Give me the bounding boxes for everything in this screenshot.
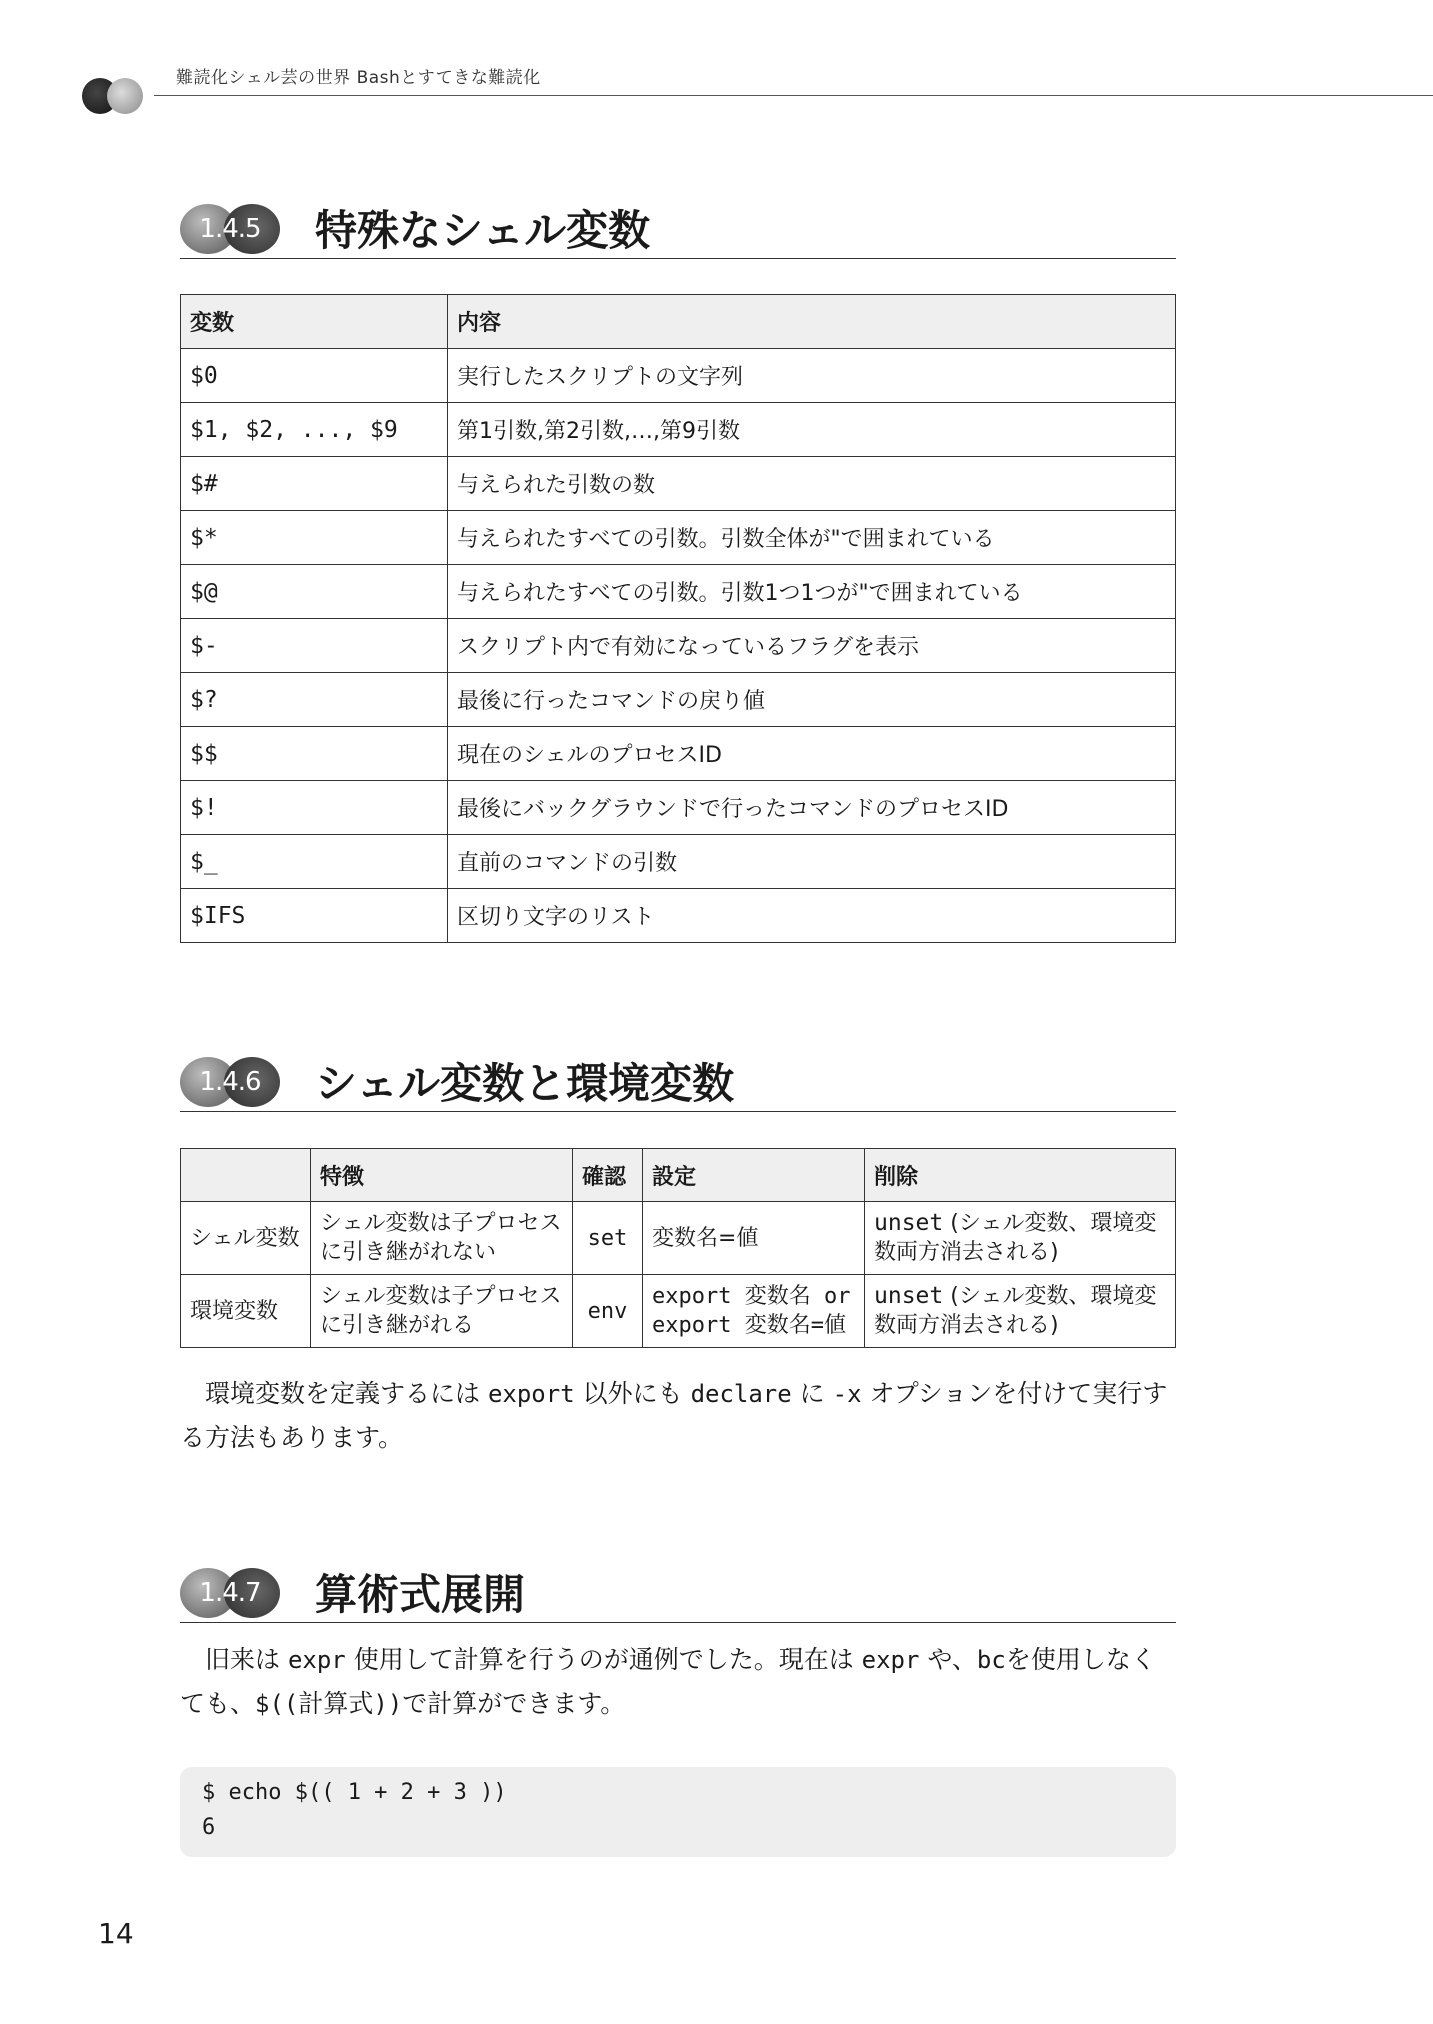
table-row bbox=[181, 673, 1176, 727]
body-paragraph-arithmetic bbox=[180, 1638, 1176, 1726]
description-cell: 第1引数,第2引数,…,第9引数 bbox=[448, 403, 1176, 457]
inline-code: declare bbox=[690, 1380, 792, 1408]
setting-line: export 変数名=値 bbox=[652, 1313, 846, 1338]
feature-cell: シェル変数は子プロセスに引き継がれる bbox=[311, 1275, 573, 1348]
inline-code: expr bbox=[287, 1646, 346, 1674]
section-number: 1.4.5 bbox=[199, 214, 261, 244]
delete-command: unset bbox=[874, 1210, 944, 1236]
text-run: に bbox=[791, 1379, 833, 1408]
inline-code: export bbox=[487, 1380, 575, 1408]
inline-code: bc bbox=[976, 1646, 1006, 1674]
shell-vs-env-table bbox=[180, 1148, 1176, 1348]
running-header bbox=[82, 58, 1433, 118]
description-cell: 最後に行ったコマンドの戻り値 bbox=[448, 673, 1176, 727]
section-heading-1-4-5 bbox=[180, 196, 1176, 259]
table-row bbox=[181, 457, 1176, 511]
text-run: 計算式 bbox=[298, 1689, 374, 1718]
section-heading-1-4-6 bbox=[180, 1049, 1176, 1112]
column-header bbox=[181, 1149, 311, 1202]
section-number-badge bbox=[180, 1568, 290, 1618]
table-row bbox=[181, 349, 1176, 403]
page-number: 14 bbox=[98, 1917, 134, 1950]
delete-cell bbox=[865, 1202, 1176, 1275]
variable-cell: $_ bbox=[181, 835, 448, 889]
text-run: や、 bbox=[919, 1645, 977, 1674]
column-header: 内容 bbox=[448, 295, 1176, 349]
column-header: 設定 bbox=[643, 1149, 865, 1202]
check-command-cell: set bbox=[573, 1202, 643, 1275]
table-row bbox=[181, 403, 1176, 457]
column-header: 確認 bbox=[573, 1149, 643, 1202]
delete-note: (シェル変数、環境変数両方消去される) bbox=[874, 1211, 1157, 1265]
header-rule bbox=[154, 95, 1433, 96]
header-dot-light bbox=[107, 78, 143, 114]
variable-cell: $$ bbox=[181, 727, 448, 781]
table-header-row bbox=[181, 1149, 1176, 1202]
description-cell: 直前のコマンドの引数 bbox=[448, 835, 1176, 889]
delete-note: (シェル変数、環境変数両方消去される) bbox=[874, 1284, 1157, 1338]
description-cell: 区切り文字のリスト bbox=[448, 889, 1176, 943]
setting-cell bbox=[643, 1202, 865, 1275]
text-run: 使用して計算を行うのが通例でした。現在は bbox=[345, 1645, 862, 1674]
row-label: シェル変数 bbox=[181, 1202, 311, 1275]
variable-cell: $# bbox=[181, 457, 448, 511]
column-header: 変数 bbox=[181, 295, 448, 349]
special-variables-table bbox=[180, 294, 1176, 943]
section-number: 1.4.6 bbox=[199, 1067, 261, 1097]
setting-line: export 変数名 or bbox=[652, 1284, 851, 1309]
column-header: 特徴 bbox=[311, 1149, 573, 1202]
section-title: 算術式展開 bbox=[315, 1570, 526, 1619]
inline-code: expr bbox=[861, 1646, 920, 1674]
section-heading-1-4-7 bbox=[180, 1560, 1176, 1623]
inline-code: $(( bbox=[255, 1690, 299, 1718]
running-header-text: 難読化シェル芸の世界 Bashとすてきな難読化 bbox=[176, 68, 541, 88]
body-paragraph-export bbox=[180, 1372, 1176, 1460]
section-title: シェル変数と環境変数 bbox=[315, 1059, 735, 1108]
section-number-badge bbox=[180, 204, 290, 254]
table-row bbox=[181, 1202, 1176, 1275]
table-header-row bbox=[181, 295, 1176, 349]
feature-cell: シェル変数は子プロセスに引き継がれない bbox=[311, 1202, 573, 1275]
variable-cell: $- bbox=[181, 619, 448, 673]
section-title: 特殊なシェル変数 bbox=[315, 206, 651, 255]
text-run: 環境変数を定義するには bbox=[205, 1379, 488, 1408]
code-line: $ echo $(( 1 + 2 + 3 )) bbox=[202, 1780, 507, 1805]
variable-cell: $@ bbox=[181, 565, 448, 619]
row-label: 環境変数 bbox=[181, 1275, 311, 1348]
table-row bbox=[181, 619, 1176, 673]
setting-cell bbox=[643, 1275, 865, 1348]
column-header: 削除 bbox=[865, 1149, 1176, 1202]
variable-cell: $1, $2, ..., $9 bbox=[181, 403, 448, 457]
check-command-cell: env bbox=[573, 1275, 643, 1348]
code-line: 6 bbox=[202, 1815, 216, 1840]
section-number-badge bbox=[180, 1057, 290, 1107]
variable-cell: $! bbox=[181, 781, 448, 835]
setting-line: 変数名=値 bbox=[652, 1225, 759, 1251]
variable-cell: $* bbox=[181, 511, 448, 565]
inline-code: )) bbox=[373, 1690, 403, 1718]
table-row bbox=[181, 781, 1176, 835]
variable-cell: $? bbox=[181, 673, 448, 727]
description-cell: スクリプト内で有効になっているフラグを表示 bbox=[448, 619, 1176, 673]
section-number: 1.4.7 bbox=[199, 1578, 261, 1608]
variable-cell: $IFS bbox=[181, 889, 448, 943]
description-cell: 現在のシェルのプロセスID bbox=[448, 727, 1176, 781]
delete-command: unset bbox=[874, 1283, 944, 1309]
text-run: 以外にも bbox=[574, 1379, 691, 1408]
text-run: を使用しなくても、 bbox=[180, 1645, 1156, 1718]
description-cell: 実行したスクリプトの文字列 bbox=[448, 349, 1176, 403]
table-row bbox=[181, 511, 1176, 565]
description-cell: 最後にバックグラウンドで行ったコマンドのプロセスID bbox=[448, 781, 1176, 835]
code-block bbox=[180, 1767, 1176, 1857]
text-run: オプションを付けて実行する方法もあります。 bbox=[180, 1379, 1168, 1452]
table-row bbox=[181, 1275, 1176, 1348]
inline-code: -x bbox=[832, 1380, 862, 1408]
description-cell: 与えられたすべての引数。引数全体が"で囲まれている bbox=[448, 511, 1176, 565]
table-row bbox=[181, 565, 1176, 619]
table-row bbox=[181, 889, 1176, 943]
variable-cell: $0 bbox=[181, 349, 448, 403]
table-row bbox=[181, 727, 1176, 781]
description-cell: 与えられたすべての引数。引数1つ1つが"で囲まれている bbox=[448, 565, 1176, 619]
text-run: 旧来は bbox=[205, 1645, 288, 1674]
table-row bbox=[181, 835, 1176, 889]
delete-cell bbox=[865, 1275, 1176, 1348]
text-run: で計算ができます。 bbox=[402, 1689, 626, 1718]
description-cell: 与えられた引数の数 bbox=[448, 457, 1176, 511]
